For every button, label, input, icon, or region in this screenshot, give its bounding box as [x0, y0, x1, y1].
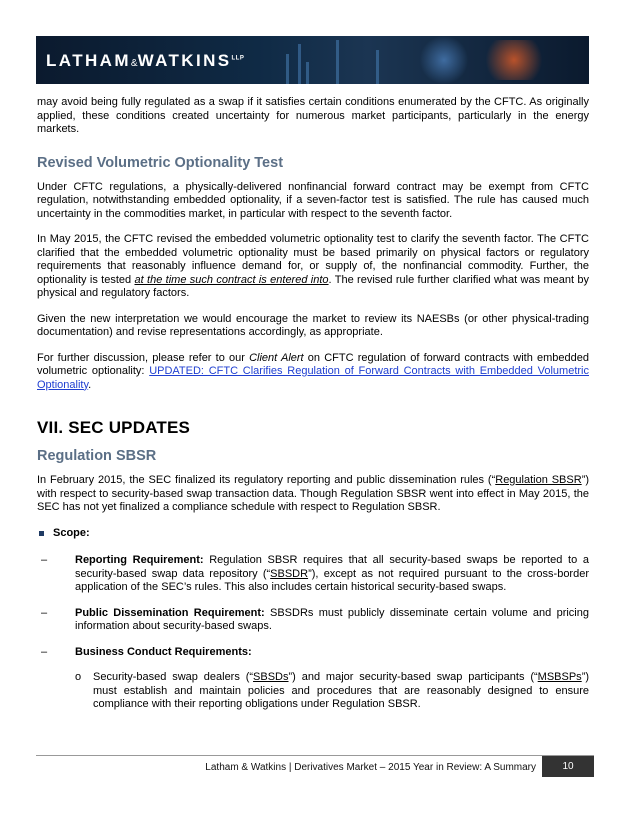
paragraph — [37, 474, 589, 515]
defined-term: Regulation SBSR — [495, 474, 582, 486]
banner-decoration — [298, 44, 301, 84]
text-span: In February 2015, the SEC finalized its regulatory reporting and public dissemination rules (“ — [37, 474, 496, 486]
firm-logo — [46, 51, 244, 71]
item-label: Business Conduct Requirements: — [75, 645, 252, 658]
item-label: Public Dissemination Requirement: — [75, 606, 265, 619]
section-subheading: Regulation SBSR — [37, 448, 157, 464]
paragraph: Given the new interpretation we would encourage the market to review its NAESBs (or other physical-trading documentation) and revise representations accordingly, as appropriate. — [37, 312, 589, 338]
paragraph — [37, 352, 589, 393]
banner-decoration — [376, 50, 379, 84]
list-item — [37, 554, 589, 595]
client-alert-link[interactable]: UPDATED: CFTC Clarifies Regulation of Forward Contracts with Embedded Volumetric Optionality — [37, 365, 589, 391]
scope-bullet — [37, 527, 589, 541]
page-number: 10 — [542, 756, 594, 777]
paragraph — [37, 233, 589, 301]
page-content — [37, 96, 589, 724]
banner-decoration — [336, 40, 339, 84]
section-subheading: Revised Volumetric Optionality Test — [37, 154, 284, 171]
circle-bullet-icon: o — [75, 671, 82, 683]
text-span: Regulation SBSR requires that all security-based swaps be reported to a security-based swap data repository (“ — [75, 554, 589, 580]
text-span: . — [88, 378, 92, 391]
dash-marker: – — [41, 606, 48, 619]
dash-marker: – — [41, 554, 48, 566]
text-span: SBSDRs must publicly disseminate certain volume and pricing information about security-based swaps. — [75, 606, 589, 632]
section-heading: VII. SEC UPDATES — [37, 418, 191, 437]
text-span: ”), except as not required pursuant to the cross-border application of the SEC’s rules. This also includes certain historical security-based swaps. — [75, 567, 589, 593]
defined-term: SBSDR — [270, 567, 309, 580]
banner-glow — [419, 36, 469, 84]
square-bullet-icon — [39, 531, 44, 536]
text-span: Security-based swap dealers (“ — [93, 671, 254, 683]
defined-term: MSBSPs — [537, 671, 582, 683]
banner-glow — [479, 40, 549, 80]
header-banner — [36, 36, 589, 84]
text-span: ”) with respect to security-based swap transaction data. Though Regulation SBSR went into effect in May 2015, the SEC has not yet finalized a compliance schedule with respect to Regulation SBSR. — [37, 474, 590, 513]
paragraph: Under CFTC regulations, a physically-delivered nonfinancial forward contract may be exempt from CFTC regulation, notwithstanding embedded optionality, if a seven-factor test is satisfied. The rule has caused much uncertainty in the commodities market, in particular with respect to the seventh factor. — [37, 180, 589, 220]
list-item — [37, 646, 589, 660]
page-footer — [36, 755, 594, 776]
banner-decoration — [306, 62, 309, 84]
text-span: . The revised rule further clarified what was meant by physical and regulatory factors. — [37, 273, 589, 299]
defined-term: SBSDs — [253, 671, 289, 683]
item-label: Reporting Requirement: — [75, 554, 204, 566]
bullet-label: Scope: — [53, 526, 90, 539]
logo-llp: LLP — [231, 55, 245, 62]
footer-text: Latham & Watkins | Derivatives Market – 2015 Year in Review: A Summary — [205, 762, 536, 773]
logo-text: WATKINS — [137, 51, 232, 70]
intro-paragraph: may avoid being fully regulated as a swap if it satisfies certain conditions enumerated by the CFTC. As originally applied, these conditions created uncertainty for numerous market participants, particularly in the energy markets. — [37, 96, 589, 135]
emphasis-text: Client Alert — [249, 351, 304, 364]
text-span: ”) must establish and maintain policies and procedures that are reasonably designed to ensure compliance with their reporting obligations under Regulation SBSR. — [93, 671, 590, 710]
text-span: For further discussion, please refer to our — [37, 351, 250, 364]
dash-marker: – — [41, 645, 48, 658]
sub-list-item — [37, 671, 589, 712]
banner-decoration — [286, 54, 289, 84]
text-span: ”) and major security-based swap participants (“ — [288, 671, 538, 683]
emphasis-text: at the time such contract is entered into — [134, 273, 329, 286]
list-item — [37, 607, 589, 634]
logo-ampersand: & — [130, 58, 138, 69]
logo-text: LATHAM — [46, 51, 131, 70]
text-span: on CFTC regulation of forward contracts with embedded volumetric optionality: — [37, 351, 589, 377]
text-span: In May 2015, the CFTC revised the embedded volumetric optionality test to clarify the seventh factor. The CFTC clarified that the embedded volumetric optionality must be based primarily on physical factors or regulatory requirements that reasonably influence demand for, or supply of, the nonfinancial commodity. Further, the optionality is tested — [37, 233, 589, 286]
